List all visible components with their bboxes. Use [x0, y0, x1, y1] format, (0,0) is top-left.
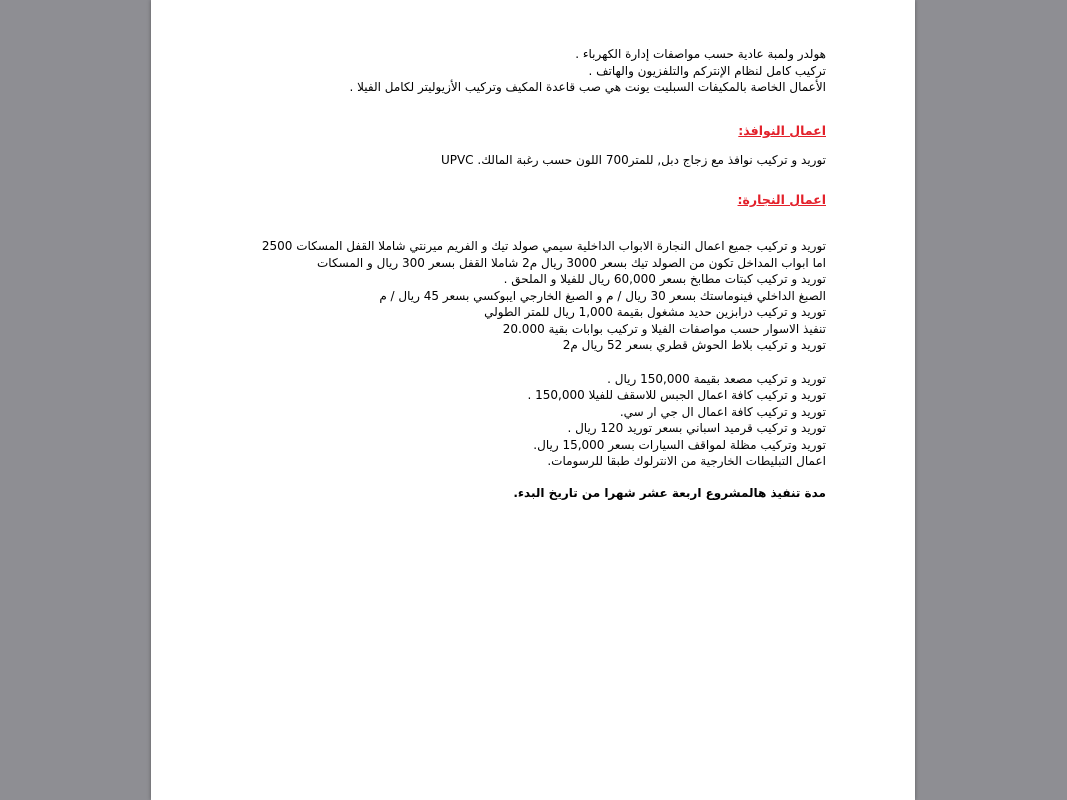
duration-line: مدة تنفيذ هالمشروع اربعة عشر شهرا من تاريخ البدء.	[513, 485, 826, 500]
other-line: توريد و تركيب مصعد بقيمة 150,000 ريال .	[607, 371, 826, 386]
intro-line: تركيب كامل لنظام الإنتركم والتلفزيون والهاتف .	[588, 63, 826, 78]
windows-heading: اعمال النوافذ:	[738, 123, 826, 138]
other-line: توريد و تركيب قرميد اسباني بسعر توريد 120 ريال .	[567, 421, 826, 435]
carpentry-line: الصبغ الداخلي فينوماستك بسعر 30 ريال / م و الصبغ الخارجي ايبوكسي بسعر 45 ريال / م	[379, 288, 826, 303]
other-line: اعمال التبليطات الخارجية من الانترلوك طبقا للرسومات.	[547, 454, 826, 468]
carpentry-line: توريد و تركيب كبتات مطابخ بسعر 60,000 ريال للفيلا و الملحق .	[503, 272, 826, 286]
other-line: توريد و تركيب كافة اعمال الجبس للاسقف للفيلا 150,000 .	[527, 388, 826, 402]
carpentry-line: تنفيذ الاسوار حسب مواصفات الفيلا و تركيب بوابات بقية 20.000	[502, 321, 826, 336]
other-line: توريد و تركيب كافة اعمال ال جي ار سي.	[619, 404, 826, 419]
document-page	[151, 0, 915, 800]
carpentry-line: توريد و تركيب جميع اعمال النجارة الابواب الداخلية سيمي صولد تيك و الفريم ميرنتي شاملا القفل المسكات 2500	[261, 239, 826, 253]
intro-line: الأعمال الخاصة بالمكيفات السبليت يونت هي صب قاعدة المكيف وتركيب الأزيوليتر لكامل الفيلا .	[349, 80, 826, 94]
document-content	[261, 46, 826, 501]
carpentry-line: اما ابواب المداخل تكون من الصولد تيك بسعر 3000 ريال م2 شاملا القفل بسعر 300 ريال و المسكات	[317, 255, 826, 270]
windows-line: توريد و تركيب نوافذ مع زجاج دبل, للمتر700 اللون حسب رغبة المالك. UPVC	[440, 153, 826, 167]
carpentry-line: توريد و تركيب بلاط الحوش قطري بسعر 52 ريال م2	[562, 338, 826, 352]
carpentry-heading: اعمال النجارة:	[737, 192, 826, 207]
carpentry-line: توريد و تركيب درابزين حديد مشغول بقيمة 1,000 ريال للمتر الطولي	[484, 305, 826, 319]
other-line: توريد وتركيب مظلة لمواقف السيارات بسعر 15,000 ريال.	[533, 437, 826, 452]
intro-line: هولدر ولمبة عادية حسب مواصفات إدارة الكهرباء .	[575, 47, 826, 61]
